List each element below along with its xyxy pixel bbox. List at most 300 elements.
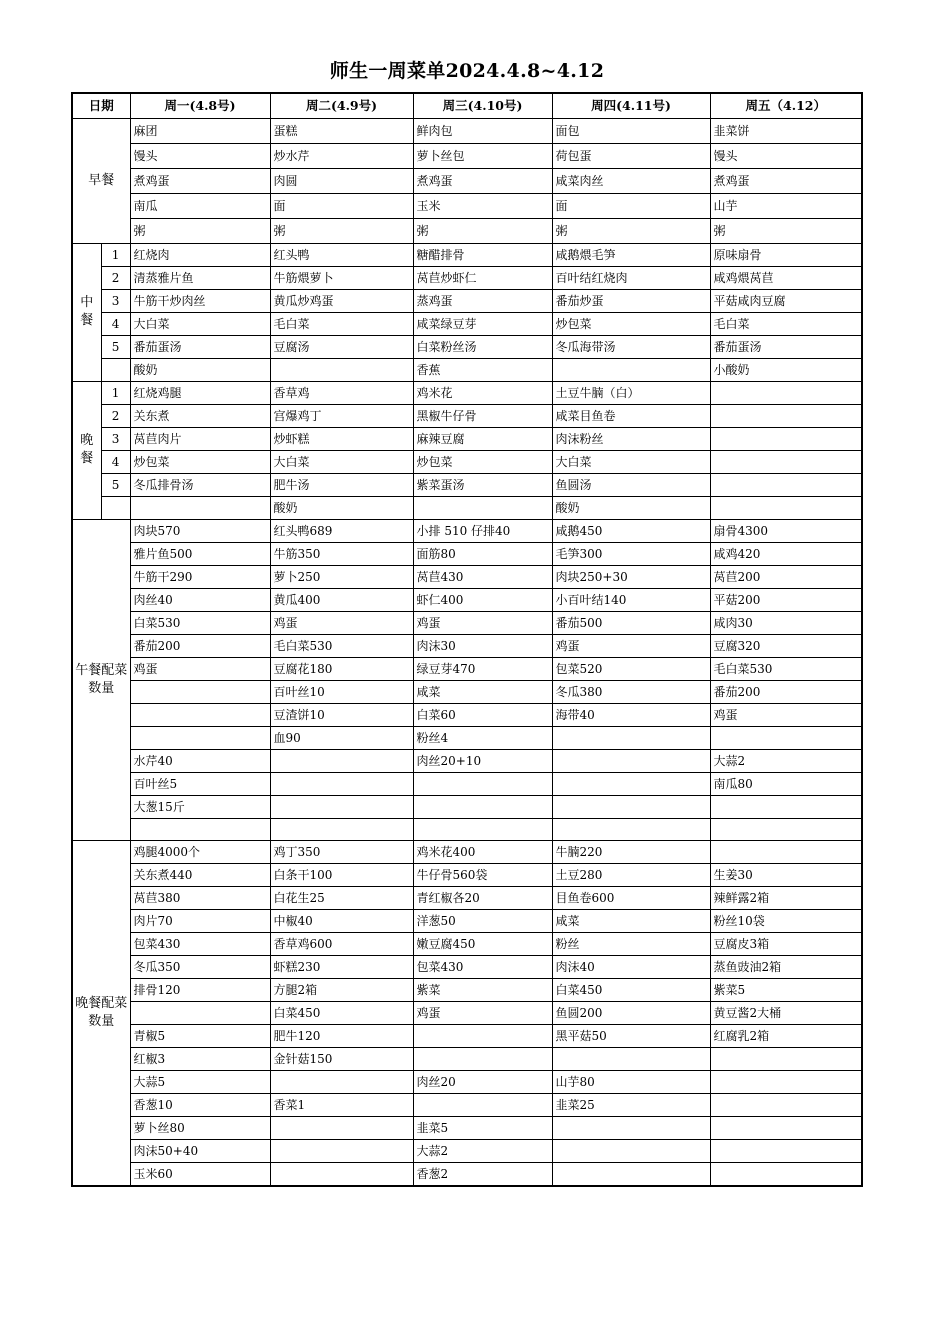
menu-cell: 香草鸡600 [270, 932, 413, 955]
menu-cell [710, 1162, 862, 1186]
menu-cell: 红烧肉 [130, 243, 270, 266]
menu-cell: 洋葱50 [413, 909, 552, 932]
menu-cell: 鸡丁350 [270, 840, 413, 863]
menu-cell: 炒水芹 [270, 143, 413, 168]
menu-cell [710, 1047, 862, 1070]
lunch-row [72, 358, 862, 381]
menu-cell: 金针菇150 [270, 1047, 413, 1070]
menu-cell: 南瓜 [130, 193, 270, 218]
menu-cell [710, 818, 862, 840]
menu-cell: 炒包菜 [552, 312, 710, 335]
page-title: 师生一周菜单2024.4.8~4.12 [329, 60, 605, 82]
header-friday: 周五（4.12） [710, 93, 862, 118]
menu-cell [270, 1139, 413, 1162]
dinner-row [72, 381, 862, 404]
section-label-dinner: 晚餐 [72, 381, 101, 519]
dish-number [101, 358, 130, 381]
dinner-qty-row [72, 1070, 862, 1093]
menu-cell: 虾仁400 [413, 588, 552, 611]
menu-cell: 山芋 [710, 193, 862, 218]
breakfast-row [72, 118, 862, 143]
menu-cell: 白菜60 [413, 703, 552, 726]
menu-cell: 肉沫30 [413, 634, 552, 657]
menu-cell: 肉片70 [130, 909, 270, 932]
dinner-qty-row [72, 909, 862, 932]
menu-cell: 毛白菜530 [710, 657, 862, 680]
menu-cell: 番茄200 [710, 680, 862, 703]
dish-number: 3 [101, 427, 130, 450]
menu-cell [413, 1047, 552, 1070]
menu-cell: 青椒5 [130, 1024, 270, 1047]
menu-cell [413, 772, 552, 795]
dinner-row [72, 404, 862, 427]
section-label-breakfast: 早餐 [72, 118, 130, 243]
menu-cell: 原味扇骨 [710, 243, 862, 266]
lunch-qty-row [72, 749, 862, 772]
menu-cell: 萝卜丝80 [130, 1116, 270, 1139]
menu-cell [130, 726, 270, 749]
menu-cell [710, 381, 862, 404]
dish-number: 5 [101, 335, 130, 358]
menu-cell: 白菜粉丝汤 [413, 335, 552, 358]
dinner-qty-row [72, 1001, 862, 1024]
menu-cell: 白菜450 [552, 978, 710, 1001]
menu-cell [552, 749, 710, 772]
menu-cell: 平菇200 [710, 588, 862, 611]
menu-cell: 牛筋干290 [130, 565, 270, 588]
menu-cell: 黑椒牛仔骨 [413, 404, 552, 427]
menu-cell: 鸡蛋 [130, 657, 270, 680]
menu-cell: 嫩豆腐450 [413, 932, 552, 955]
menu-cell: 红头鸭689 [270, 519, 413, 542]
lunch-qty-row [72, 772, 862, 795]
menu-cell: 鸡蛋 [710, 703, 862, 726]
dinner-qty-row [72, 1162, 862, 1186]
section-label-lunch-qty: 午餐配菜数量 [72, 519, 130, 840]
menu-cell: 黄瓜炒鸡蛋 [270, 289, 413, 312]
menu-cell [130, 703, 270, 726]
menu-cell: 小百叶结140 [552, 588, 710, 611]
menu-cell [552, 772, 710, 795]
dinner-qty-row [72, 840, 862, 863]
menu-cell [270, 772, 413, 795]
lunch-row [72, 289, 862, 312]
menu-cell: 肉沫40 [552, 955, 710, 978]
menu-cell: 方腿2箱 [270, 978, 413, 1001]
dinner-qty-row [72, 886, 862, 909]
menu-cell: 大蒜2 [710, 749, 862, 772]
menu-cell: 豆腐花180 [270, 657, 413, 680]
menu-cell: 毛白菜530 [270, 634, 413, 657]
menu-cell: 粉丝 [552, 932, 710, 955]
menu-cell: 咸菜 [552, 909, 710, 932]
menu-cell: 辣鲜露2箱 [710, 886, 862, 909]
header-thursday: 周四(4.11号) [552, 93, 710, 118]
menu-cell [130, 680, 270, 703]
lunch-qty-row [72, 542, 862, 565]
menu-cell [552, 1162, 710, 1186]
dish-number: 3 [101, 289, 130, 312]
menu-cell: 玉米60 [130, 1162, 270, 1186]
menu-cell: 香菜1 [270, 1093, 413, 1116]
menu-cell [552, 726, 710, 749]
menu-cell: 粥 [552, 218, 710, 243]
menu-cell: 紫菜蛋汤 [413, 473, 552, 496]
menu-cell: 煮鸡蛋 [130, 168, 270, 193]
dinner-qty-row [72, 1139, 862, 1162]
lunch-qty-row [72, 703, 862, 726]
menu-cell: 萝卜丝包 [413, 143, 552, 168]
menu-cell: 排骨120 [130, 978, 270, 1001]
menu-cell [413, 795, 552, 818]
menu-cell: 大白菜 [270, 450, 413, 473]
menu-cell [413, 1093, 552, 1116]
menu-cell: 南瓜80 [710, 772, 862, 795]
menu-cell: 面 [270, 193, 413, 218]
menu-cell [130, 496, 270, 519]
menu-cell: 粥 [413, 218, 552, 243]
menu-cell: 鱼圆汤 [552, 473, 710, 496]
menu-cell: 大白菜 [552, 450, 710, 473]
menu-cell [270, 1070, 413, 1093]
menu-cell [270, 818, 413, 840]
dinner-qty-row [72, 1093, 862, 1116]
menu-cell: 小酸奶 [710, 358, 862, 381]
menu-cell [710, 496, 862, 519]
menu-cell: 鲜肉包 [413, 118, 552, 143]
menu-cell: 山芋80 [552, 1070, 710, 1093]
menu-cell: 土豆牛腩（白） [552, 381, 710, 404]
menu-cell: 肥牛120 [270, 1024, 413, 1047]
menu-cell: 牛腩220 [552, 840, 710, 863]
menu-cell: 大蒜5 [130, 1070, 270, 1093]
menu-cell [552, 358, 710, 381]
menu-cell [270, 358, 413, 381]
menu-cell [710, 427, 862, 450]
dinner-qty-row [72, 1047, 862, 1070]
menu-cell: 肉丝40 [130, 588, 270, 611]
menu-cell: 酸奶 [130, 358, 270, 381]
menu-cell: 紫菜 [413, 978, 552, 1001]
menu-cell: 水芹40 [130, 749, 270, 772]
menu-cell: 鸡腿4000个 [130, 840, 270, 863]
menu-cell: 粥 [130, 218, 270, 243]
menu-cell: 肉沫粉丝 [552, 427, 710, 450]
menu-cell: 百叶结红烧肉 [552, 266, 710, 289]
menu-cell: 萝卜250 [270, 565, 413, 588]
menu-cell: 青红椒各20 [413, 886, 552, 909]
menu-cell: 莴苣430 [413, 565, 552, 588]
menu-cell: 煮鸡蛋 [413, 168, 552, 193]
menu-cell: 肉丝20 [413, 1070, 552, 1093]
menu-cell: 馒头 [710, 143, 862, 168]
menu-cell: 中椒40 [270, 909, 413, 932]
menu-cell: 关东煮440 [130, 863, 270, 886]
menu-cell: 炒包菜 [413, 450, 552, 473]
menu-cell: 包菜430 [413, 955, 552, 978]
dish-number: 1 [101, 381, 130, 404]
menu-cell: 咸鹅煨毛笋 [552, 243, 710, 266]
dinner-row [72, 427, 862, 450]
menu-cell: 莴苣380 [130, 886, 270, 909]
menu-cell: 紫菜5 [710, 978, 862, 1001]
menu-cell: 面 [552, 193, 710, 218]
menu-cell: 雅片鱼500 [130, 542, 270, 565]
menu-cell: 香葱10 [130, 1093, 270, 1116]
menu-cell [270, 749, 413, 772]
menu-cell: 小排 510 仔排40 [413, 519, 552, 542]
menu-cell: 海带40 [552, 703, 710, 726]
menu-cell: 麻辣豆腐 [413, 427, 552, 450]
menu-cell [552, 818, 710, 840]
lunch-row [72, 312, 862, 335]
lunch-qty-row [72, 565, 862, 588]
lunch-qty-row [72, 634, 862, 657]
menu-cell: 红腐乳2箱 [710, 1024, 862, 1047]
menu-cell: 炒包菜 [130, 450, 270, 473]
menu-cell: 番茄蛋汤 [710, 335, 862, 358]
breakfast-row [72, 168, 862, 193]
menu-cell [270, 1116, 413, 1139]
menu-cell: 百叶丝5 [130, 772, 270, 795]
menu-cell: 土豆280 [552, 863, 710, 886]
menu-cell: 韭菜饼 [710, 118, 862, 143]
menu-cell: 糖醋排骨 [413, 243, 552, 266]
menu-cell: 荷包蛋 [552, 143, 710, 168]
menu-cell: 血90 [270, 726, 413, 749]
menu-cell: 香草鸡 [270, 381, 413, 404]
menu-cell: 宫爆鸡丁 [270, 404, 413, 427]
dish-number: 5 [101, 473, 130, 496]
menu-cell: 蒸鱼豉油2箱 [710, 955, 862, 978]
menu-cell [710, 1116, 862, 1139]
menu-cell [710, 726, 862, 749]
header-wednesday: 周三(4.10号) [413, 93, 552, 118]
menu-cell: 韭菜5 [413, 1116, 552, 1139]
section-label-lunch: 中餐 [72, 243, 101, 381]
menu-cell: 百叶丝10 [270, 680, 413, 703]
menu-cell: 咸菜目鱼卷 [552, 404, 710, 427]
menu-cell: 面筋80 [413, 542, 552, 565]
menu-cell: 大葱15斤 [130, 795, 270, 818]
menu-cell: 炒虾糕 [270, 427, 413, 450]
menu-cell [130, 1001, 270, 1024]
dinner-qty-row [72, 1024, 862, 1047]
menu-cell: 冬瓜海带汤 [552, 335, 710, 358]
dinner-qty-row [72, 863, 862, 886]
menu-cell: 豆腐320 [710, 634, 862, 657]
menu-cell [710, 473, 862, 496]
menu-cell: 大白菜 [130, 312, 270, 335]
header-tuesday: 周二(4.9号) [270, 93, 413, 118]
dinner-qty-row [72, 1116, 862, 1139]
menu-cell: 番茄炒蛋 [552, 289, 710, 312]
menu-cell: 香蕉 [413, 358, 552, 381]
menu-cell [710, 1139, 862, 1162]
menu-cell: 鸡米花400 [413, 840, 552, 863]
dish-number: 4 [101, 312, 130, 335]
menu-cell [710, 404, 862, 427]
menu-cell [130, 818, 270, 840]
section-label-dinner-qty: 晚餐配菜数量 [72, 840, 130, 1186]
menu-cell [710, 1093, 862, 1116]
menu-cell: 蒸鸡蛋 [413, 289, 552, 312]
menu-cell: 咸鹅450 [552, 519, 710, 542]
dinner-row [72, 496, 862, 519]
lunch-qty-row [72, 519, 862, 542]
menu-cell: 番茄200 [130, 634, 270, 657]
menu-cell [413, 1024, 552, 1047]
menu-cell: 白条干100 [270, 863, 413, 886]
lunch-row [72, 335, 862, 358]
menu-cell: 冬瓜380 [552, 680, 710, 703]
menu-cell: 虾糕230 [270, 955, 413, 978]
dinner-qty-row [72, 978, 862, 1001]
lunch-qty-row [72, 611, 862, 634]
menu-cell: 煮鸡蛋 [710, 168, 862, 193]
menu-cell [710, 1070, 862, 1093]
menu-cell: 咸菜肉丝 [552, 168, 710, 193]
menu-cell [710, 795, 862, 818]
menu-cell: 粥 [710, 218, 862, 243]
lunch-row [72, 243, 862, 266]
menu-cell: 红烧鸡腿 [130, 381, 270, 404]
menu-cell [552, 1047, 710, 1070]
menu-cell: 莴苣肉片 [130, 427, 270, 450]
menu-cell: 蛋糕 [270, 118, 413, 143]
menu-cell: 关东煮 [130, 404, 270, 427]
menu-cell: 冬瓜排骨汤 [130, 473, 270, 496]
menu-cell: 鸡蛋 [413, 611, 552, 634]
menu-cell: 冬瓜350 [130, 955, 270, 978]
menu-cell: 生姜30 [710, 863, 862, 886]
menu-cell: 绿豆芽470 [413, 657, 552, 680]
lunch-qty-row [72, 795, 862, 818]
menu-cell: 黄豆酱2大桶 [710, 1001, 862, 1024]
menu-cell: 红头鸭 [270, 243, 413, 266]
menu-cell: 肉块250+30 [552, 565, 710, 588]
header-date: 日期 [72, 93, 130, 118]
menu-cell: 黑平菇50 [552, 1024, 710, 1047]
menu-cell: 酸奶 [552, 496, 710, 519]
menu-cell: 酸奶 [270, 496, 413, 519]
menu-cell: 莴苣200 [710, 565, 862, 588]
header-row [72, 93, 862, 118]
lunch-row [72, 266, 862, 289]
menu-cell: 黄瓜400 [270, 588, 413, 611]
menu-cell: 麻团 [130, 118, 270, 143]
menu-cell: 鸡蛋 [552, 634, 710, 657]
menu-cell: 牛筋350 [270, 542, 413, 565]
menu-cell: 鸡蛋 [413, 1001, 552, 1024]
menu-cell [552, 1116, 710, 1139]
menu-cell: 大蒜2 [413, 1139, 552, 1162]
menu-cell: 目鱼卷600 [552, 886, 710, 909]
menu-cell: 白花生25 [270, 886, 413, 909]
menu-cell: 白菜450 [270, 1001, 413, 1024]
menu-cell: 肉圆 [270, 168, 413, 193]
dinner-qty-row [72, 955, 862, 978]
dish-number [101, 496, 130, 519]
menu-cell: 粥 [270, 218, 413, 243]
menu-cell [413, 496, 552, 519]
menu-cell: 包菜430 [130, 932, 270, 955]
menu-cell: 牛筋干炒肉丝 [130, 289, 270, 312]
breakfast-row [72, 218, 862, 243]
menu-cell: 鸡米花 [413, 381, 552, 404]
menu-cell: 咸肉30 [710, 611, 862, 634]
menu-cell [552, 795, 710, 818]
dinner-row [72, 450, 862, 473]
dish-number: 1 [101, 243, 130, 266]
lunch-qty-row [72, 818, 862, 840]
lunch-qty-row [72, 588, 862, 611]
menu-cell: 肉丝20+10 [413, 749, 552, 772]
menu-cell [710, 840, 862, 863]
menu-cell: 香葱2 [413, 1162, 552, 1186]
menu-cell [270, 795, 413, 818]
menu-cell: 咸菜 [413, 680, 552, 703]
menu-cell: 清蒸雅片鱼 [130, 266, 270, 289]
menu-cell: 毛笋300 [552, 542, 710, 565]
menu-cell: 平菇咸肉豆腐 [710, 289, 862, 312]
menu-cell: 番茄蛋汤 [130, 335, 270, 358]
menu-cell [710, 450, 862, 473]
header-monday: 周一(4.8号) [130, 93, 270, 118]
menu-cell: 粉丝10袋 [710, 909, 862, 932]
menu-cell [270, 1162, 413, 1186]
lunch-qty-row [72, 726, 862, 749]
menu-cell: 毛白菜 [710, 312, 862, 335]
menu-cell: 肉沫50+40 [130, 1139, 270, 1162]
menu-cell: 鱼圆200 [552, 1001, 710, 1024]
menu-cell: 肥牛汤 [270, 473, 413, 496]
menu-cell [413, 818, 552, 840]
weekly-menu-table [71, 92, 863, 1187]
menu-cell: 扇骨4300 [710, 519, 862, 542]
menu-cell [552, 1139, 710, 1162]
menu-cell: 肉块570 [130, 519, 270, 542]
menu-cell: 白菜530 [130, 611, 270, 634]
menu-cell: 牛筋煨萝卜 [270, 266, 413, 289]
menu-cell: 豆腐汤 [270, 335, 413, 358]
menu-cell: 鸡蛋 [270, 611, 413, 634]
dish-number: 4 [101, 450, 130, 473]
menu-cell: 韭菜25 [552, 1093, 710, 1116]
menu-cell: 玉米 [413, 193, 552, 218]
menu-cell: 莴苣炒虾仁 [413, 266, 552, 289]
dish-number: 2 [101, 404, 130, 427]
breakfast-row [72, 193, 862, 218]
menu-cell: 包菜520 [552, 657, 710, 680]
breakfast-row [72, 143, 862, 168]
dinner-qty-row [72, 932, 862, 955]
menu-cell: 咸菜绿豆芽 [413, 312, 552, 335]
menu-cell: 毛白菜 [270, 312, 413, 335]
lunch-qty-row [72, 680, 862, 703]
menu-cell: 番茄500 [552, 611, 710, 634]
menu-cell: 豆腐皮3箱 [710, 932, 862, 955]
dinner-row [72, 473, 862, 496]
menu-cell: 馒头 [130, 143, 270, 168]
menu-cell: 粉丝4 [413, 726, 552, 749]
menu-cell: 咸鸡煨莴苣 [710, 266, 862, 289]
lunch-qty-row [72, 657, 862, 680]
dish-number: 2 [101, 266, 130, 289]
menu-cell: 牛仔骨560袋 [413, 863, 552, 886]
menu-cell: 红椒3 [130, 1047, 270, 1070]
menu-cell: 咸鸡420 [710, 542, 862, 565]
